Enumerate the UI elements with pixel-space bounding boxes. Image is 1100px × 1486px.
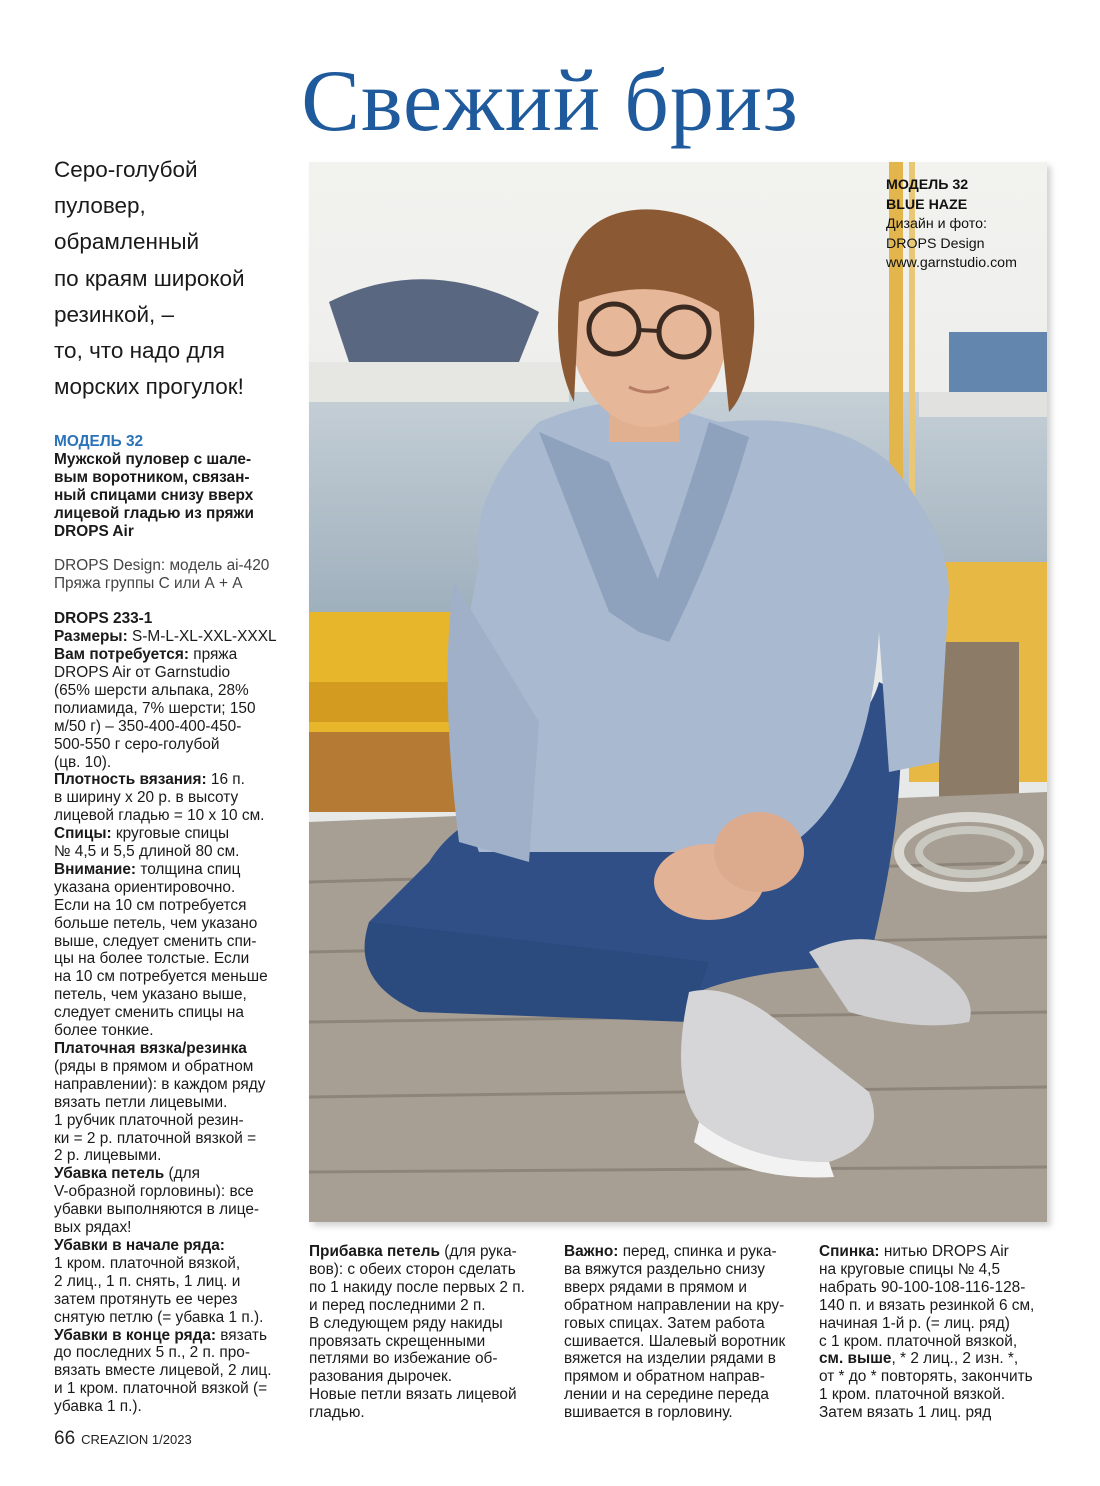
important-text-line: вшивается в горловину. <box>564 1404 733 1422</box>
decrease-text-line: V-образной горловины): все <box>54 1183 254 1201</box>
back-text-line: 140 п. и вязать резинкой 6 см, <box>819 1296 1035 1314</box>
attention-line <box>54 861 294 879</box>
garter-text-line: (ряды в прямом и обратном <box>54 1057 254 1075</box>
caption-name: BLUE HAZE <box>886 196 968 213</box>
attention-text-line: больше петель, чем указано <box>54 914 258 932</box>
important-text-line: сшивается. Шалевый воротник <box>564 1332 786 1350</box>
attention-text-line: петель, чем указано выше, <box>54 986 247 1004</box>
increase-label: Прибавка петель <box>309 1243 440 1260</box>
back-text-line: Затем вязать 1 лиц. ряд <box>819 1404 992 1422</box>
decrease-start-line: затем протянуть ее через <box>54 1290 238 1308</box>
gauge-text: 16 п. <box>206 771 245 789</box>
back-see-line <box>819 1350 1064 1368</box>
model-photo <box>309 162 1047 1222</box>
instructions-column-1 <box>54 433 294 1416</box>
back-text-line: с 1 кром. платочной вязкой, <box>819 1332 1018 1350</box>
decrease-line <box>54 1165 294 1183</box>
page-number: 66 <box>54 1428 76 1449</box>
caption-url: www.garnstudio.com <box>886 255 1017 271</box>
pattern-code: DROPS 233-1 <box>54 610 153 628</box>
see-above-text: , * 2 лиц., 2 изн. *, <box>891 1350 1019 1368</box>
intro-line: резинкой, – <box>54 301 175 327</box>
sizes-value: S-M-L-XL-XXL-XXXL <box>127 628 277 646</box>
magazine-name: CREAZION 1/2023 <box>81 1432 192 1447</box>
garter-label: Платочная вязка/резинка <box>54 1040 247 1057</box>
attention-text-line: выше, следует сменить спи- <box>54 932 257 950</box>
garter-text-line: 1 рубчик платочной резин- <box>54 1111 244 1129</box>
materials-text-line: DROPS Air от Garnstudio <box>54 663 231 681</box>
increase-text-line: петлями во избежание об- <box>309 1350 498 1368</box>
decrease-end-line <box>54 1327 294 1345</box>
design-line: Пряжа группы С или А + А <box>54 575 243 593</box>
decrease-end-text: вязать <box>216 1326 267 1344</box>
decrease-text-line: убавки выполняются в лице- <box>54 1201 260 1219</box>
photo-illustration <box>309 162 1047 1222</box>
important-label: Важно: <box>564 1243 619 1260</box>
intro-line: то, что надо для <box>54 338 225 364</box>
decrease-start-line: снятую петлю (= убавка 1 п.). <box>54 1308 264 1326</box>
gauge-text-line: в ширину х 20 р. в высоту <box>54 789 239 807</box>
decrease-end-label: Убавки в конце ряда: <box>54 1326 217 1344</box>
back-text-line: 1 кром. платочной вязкой. <box>819 1386 1006 1404</box>
sizes-line <box>54 628 294 646</box>
materials-text: пряжа <box>188 646 238 664</box>
needles-text-line: № 4,5 и 5,5 длиной 80 см. <box>54 843 240 861</box>
garter-text-line: направлении): в каждом ряду <box>54 1075 266 1093</box>
sizes-label: Размеры: <box>54 628 128 646</box>
instructions-column-3 <box>564 1243 809 1422</box>
decrease-text: (для <box>164 1165 200 1183</box>
materials-text-line: м/50 г) – 350-400-400-450- <box>54 717 242 735</box>
increase-text-line: В следующем ряду накиды <box>309 1314 503 1332</box>
intro-line: по краям широкой <box>54 265 245 291</box>
materials-line <box>54 646 294 664</box>
garter-text-line: 2 р. лицевыми. <box>54 1147 162 1165</box>
page-title: Свежий бриз <box>301 53 799 150</box>
increase-text-line: разования дырочек. <box>309 1368 453 1386</box>
gauge-label: Плотность вязания: <box>54 771 207 789</box>
decrease-start-label: Убавки в начале ряда: <box>54 1236 225 1254</box>
photo-caption <box>886 176 1056 274</box>
decrease-start-line: 1 кром. платочной вязкой, <box>54 1254 241 1272</box>
model-description-line: вым воротником, связан- <box>54 468 250 486</box>
caption-model: МОДЕЛЬ 32 <box>886 177 969 193</box>
model-heading: МОДЕЛЬ 32 <box>54 433 144 450</box>
needles-line <box>54 825 294 843</box>
materials-text-line: (цв. 10). <box>54 753 112 771</box>
attention-text-line: цы на более толстые. Если <box>54 950 250 968</box>
decrease-start-line: 2 лиц., 1 п. снять, 1 лиц. и <box>54 1272 241 1290</box>
instructions-column-2 <box>309 1243 554 1422</box>
increase-text-line: провязать скрещенными <box>309 1332 486 1350</box>
decrease-end-text-line: убавка 1 п.). <box>54 1398 142 1416</box>
back-text-line: от * до * повторять, закончить <box>819 1368 1033 1386</box>
instructions-column-4 <box>819 1243 1064 1422</box>
back-text: нитью DROPS Air <box>879 1243 1009 1260</box>
materials-text-line: (65% шерсти альпака, 28% <box>54 681 249 699</box>
important-text-line: говых спицах. Затем работа <box>564 1314 765 1332</box>
back-text-line: начиная 1-й р. (= лиц. ряд) <box>819 1314 1010 1332</box>
attention-label: Внимание: <box>54 860 137 878</box>
important-text-line: прямом и обратном направ- <box>564 1368 765 1386</box>
important-text-line: лении и на середине переда <box>564 1386 769 1404</box>
intro-line: обрамленный <box>54 229 200 255</box>
important-text-line: ва вяжутся раздельно снизу <box>564 1260 765 1278</box>
decrease-end-text-line: вязать вместе лицевой, 2 лиц. <box>54 1362 272 1380</box>
increase-text-line: гладью. <box>309 1404 365 1422</box>
increase-text-line: по 1 накиду после первых 2 п. <box>309 1278 525 1296</box>
attention-text-line: более тонкие. <box>54 1022 154 1040</box>
important-line <box>564 1243 809 1261</box>
increase-text: (для рука- <box>439 1243 517 1260</box>
intro-line: пуловер, <box>54 193 146 219</box>
materials-text-line: полиамида, 7% шерсти; 150 <box>54 699 256 717</box>
model-description-line: DROPS Air <box>54 522 134 540</box>
back-label: Спинка: <box>819 1243 880 1260</box>
needles-text: круговые спицы <box>111 825 230 843</box>
important-text-line: вяжется на изделии рядами в <box>564 1350 776 1368</box>
model-description-line: Мужской пуловер с шале- <box>54 450 252 468</box>
decrease-end-text-line: и 1 кром. платочной вязкой (= <box>54 1380 268 1398</box>
garter-text-line: вязать петли лицевыми. <box>54 1093 228 1111</box>
page-footer <box>54 1428 192 1450</box>
model-description-line: ный спицами снизу вверх <box>54 486 254 504</box>
caption-design: DROPS Design <box>886 235 985 252</box>
garter-text-line: ки = 2 р. платочной вязкой = <box>54 1129 257 1147</box>
attention-text-line: указана ориентировочно. <box>54 878 236 896</box>
back-line <box>819 1243 1064 1261</box>
model-description-line: лицевой гладью из пряжи <box>54 504 254 522</box>
design-line: DROPS Design: модель ai-420 <box>54 557 270 575</box>
important-text: перед, спинка и рука- <box>618 1243 777 1260</box>
increase-text-line: и перед последними 2 п. <box>309 1296 486 1314</box>
see-above-label: см. выше <box>819 1350 892 1368</box>
intro-line: Серо-голубой <box>54 157 198 182</box>
increase-text-line: вов): с обеих сторон сделать <box>309 1260 516 1278</box>
attention-text: толщина спиц <box>136 860 241 878</box>
attention-text-line: на 10 см потребуется меньше <box>54 968 268 986</box>
gauge-line <box>54 771 294 789</box>
intro-text <box>54 152 294 405</box>
decrease-label: Убавка петель <box>54 1165 165 1183</box>
important-text-line: вверх рядами в прямом и <box>564 1278 747 1296</box>
attention-text-line: следует сменить спицы на <box>54 1004 244 1022</box>
decrease-text-line: вых рядах! <box>54 1219 132 1237</box>
intro-line: морских прогулок! <box>54 374 244 400</box>
important-text-line: обратном направлении на кру- <box>564 1296 785 1314</box>
materials-text-line: 500-550 г серо-голубой <box>54 735 220 753</box>
materials-label: Вам потребуется: <box>54 646 189 664</box>
attention-text-line: Если на 10 см потребуется <box>54 896 247 914</box>
back-text-line: на круговые спицы № 4,5 <box>819 1260 1001 1278</box>
caption-design-label: Дизайн и фото: <box>886 216 987 232</box>
needles-label: Спицы: <box>54 825 112 843</box>
back-text-line: набрать 90-100-108-116-128- <box>819 1278 1026 1296</box>
gauge-text-line: лицевой гладью = 10 х 10 см. <box>54 807 265 825</box>
decrease-end-text-line: до последних 5 п., 2 п. про- <box>54 1344 250 1362</box>
increase-text-line: Новые петли вязать лицевой <box>309 1386 517 1404</box>
increase-line <box>309 1243 554 1261</box>
